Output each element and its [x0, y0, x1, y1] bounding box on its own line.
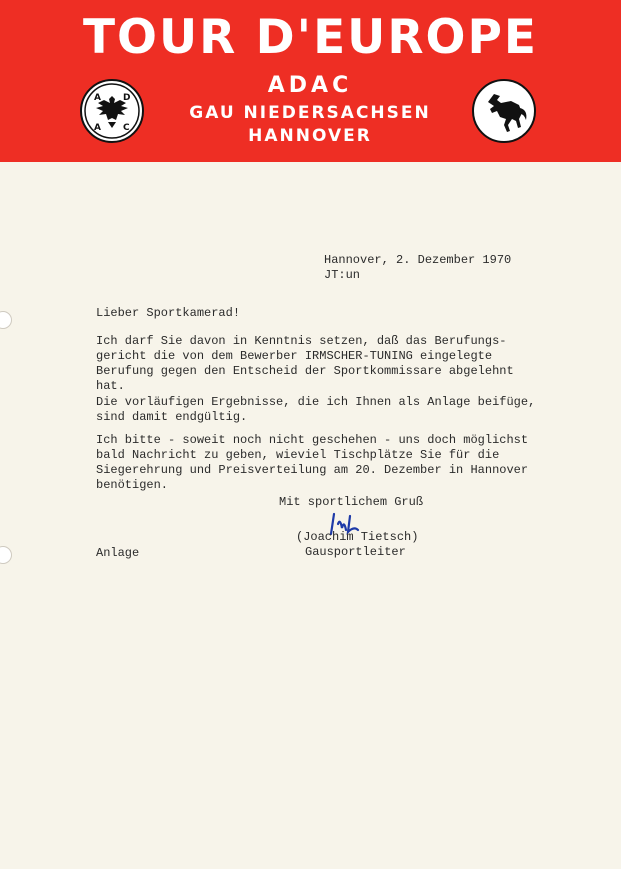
emblem-letter: C	[123, 123, 130, 133]
paragraph-line: gericht die von dem Bewerber IRMSCHER-TUNING eingelegte	[96, 349, 493, 363]
punch-hole	[0, 311, 12, 329]
paragraph-line: Berufung gegen den Entscheid der Sportkommissare abgelehnt	[96, 364, 514, 378]
emblem-letter: D	[123, 93, 131, 103]
emblem-letter: A	[94, 123, 101, 133]
letterhead-club: ADAC	[267, 73, 353, 98]
letterhead	[0, 0, 621, 162]
letter-reference: JT:un	[324, 268, 361, 282]
paragraph-line: benötigen.	[96, 478, 169, 492]
horse-icon	[472, 78, 536, 144]
punch-hole	[0, 546, 12, 564]
letter-salutation: Lieber Sportkamerad!	[96, 306, 241, 320]
letter-closing: Mit sportlichem Gruß	[279, 495, 424, 509]
paragraph-line: Ich darf Sie davon in Kenntnis setzen, daß das Berufungs-	[96, 334, 507, 348]
paragraph-line: Siegerehrung und Preisverteilung am 20. Dezember in Hannover	[96, 463, 529, 477]
signer-name: (Joachim Tietsch)	[296, 530, 419, 544]
letterhead-city: HANNOVER	[248, 126, 372, 146]
enclosure-label: Anlage	[96, 546, 140, 560]
emblem-letter: A	[94, 93, 101, 103]
letter-date: Hannover, 2. Dezember 1970	[324, 253, 512, 267]
letterhead-title: TOUR D'EUROPE	[82, 10, 539, 65]
paragraph-line: Ich bitte - soweit noch nicht geschehen - uns doch möglichst	[96, 433, 529, 447]
signer-title: Gausportleiter	[305, 545, 406, 559]
paragraph-line: sind damit endgültig.	[96, 410, 248, 424]
letterhead-region: GAU NIEDERSACHSEN	[189, 103, 431, 123]
paragraph-line: Die vorläufigen Ergebnisse, die ich Ihnen als Anlage beifüge,	[96, 395, 536, 409]
adac-eagle-icon	[80, 78, 144, 144]
paragraph-line: bald Nachricht zu geben, wieviel Tischplätze Sie für die	[96, 448, 500, 462]
paragraph-line: hat.	[96, 379, 125, 393]
